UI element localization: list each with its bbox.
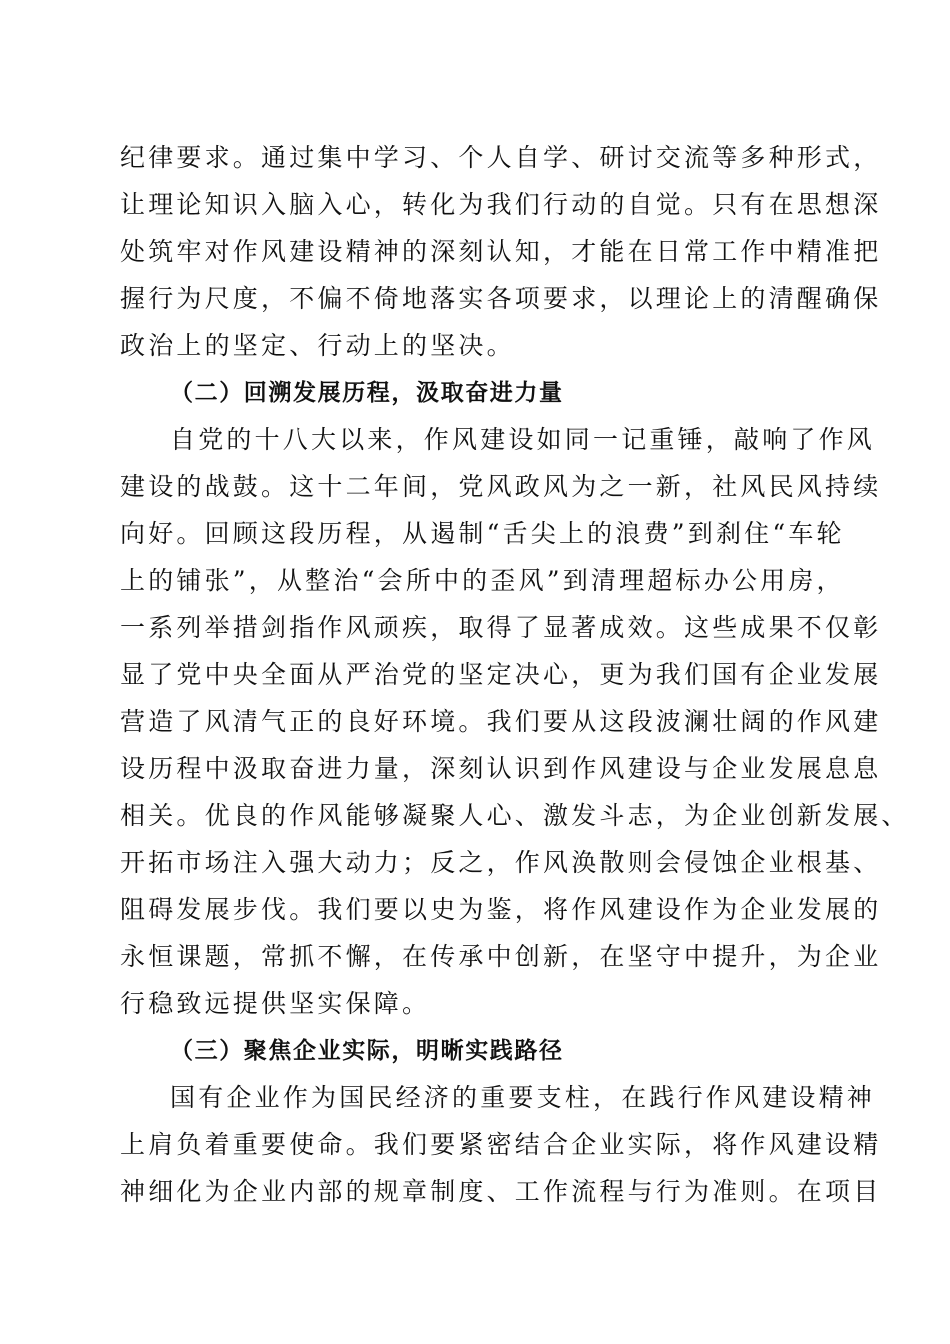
body-text-line: 永恒课题，常抓不懈，在传承中创新，在坚守中提升，为企业 bbox=[120, 942, 882, 971]
body-text-line: 神细化为企业内部的规章制度、工作流程与行为准则。在项目 bbox=[120, 1177, 882, 1206]
body-text-line: 上肩负着重要使命。我们要紧密结合企业实际，将作风建设精 bbox=[120, 1130, 882, 1159]
body-text-line: 行稳致远提供坚实保障。 bbox=[120, 989, 431, 1018]
body-text-line: 政治上的坚定、行动上的坚决。 bbox=[120, 331, 515, 360]
body-text-line: 自党的十八大以来，作风建设如同一记重锤，敲响了作风 bbox=[170, 425, 876, 454]
body-text-line: 营造了风清气正的良好环境。我们要从这段波澜壮阔的作风建 bbox=[120, 707, 882, 736]
body-text-line: 一系列举措剑指作风顽疾，取得了显著成效。这些成果不仅彰 bbox=[120, 613, 882, 642]
body-text-line: 上的铺张”，从整治“会所中的歪风”到清理超标办公用房， bbox=[120, 566, 845, 595]
body-text-line: 处筑牢对作风建设精神的深刻认知，才能在日常工作中精准把 bbox=[120, 237, 882, 266]
body-text-line: 向好。回顾这段历程，从遏制“舌尖上的浪费”到刹住“车轮 bbox=[120, 519, 845, 548]
body-text-line: 纪律要求。通过集中学习、个人自学、研讨交流等多种形式， bbox=[120, 143, 882, 172]
body-text-line: 开拓市场注入强大动力；反之，作风涣散则会侵蚀企业根基、 bbox=[120, 848, 882, 877]
body-text-line: 阻碍发展步伐。我们要以史为鉴，将作风建设作为企业发展的 bbox=[120, 895, 882, 924]
section-heading-3: （三）聚焦企业实际，明晰实践路径 bbox=[170, 1038, 564, 1064]
body-text-line: 握行为尺度，不偏不倚地落实各项要求，以理论上的清醒确保 bbox=[120, 284, 882, 313]
section-heading-2: （二）回溯发展历程，汲取奋进力量 bbox=[170, 380, 564, 406]
body-text-line: 国有企业作为国民经济的重要支柱，在践行作风建设精神 bbox=[170, 1083, 876, 1112]
body-text-line: 设历程中汲取奋进力量，深刻认识到作风建设与企业发展息息 bbox=[120, 754, 882, 783]
body-text-line: 相关。优良的作风能够凝聚人心、激发斗志，为企业创新发展、 bbox=[120, 801, 910, 830]
body-text-line: 建设的战鼓。这十二年间，党风政风为之一新，社风民风持续 bbox=[120, 472, 882, 501]
body-text-line: 让理论知识入脑入心，转化为我们行动的自觉。只有在思想深 bbox=[120, 190, 882, 219]
body-text-line: 显了党中央全面从严治党的坚定决心，更为我们国有企业发展 bbox=[120, 660, 882, 689]
